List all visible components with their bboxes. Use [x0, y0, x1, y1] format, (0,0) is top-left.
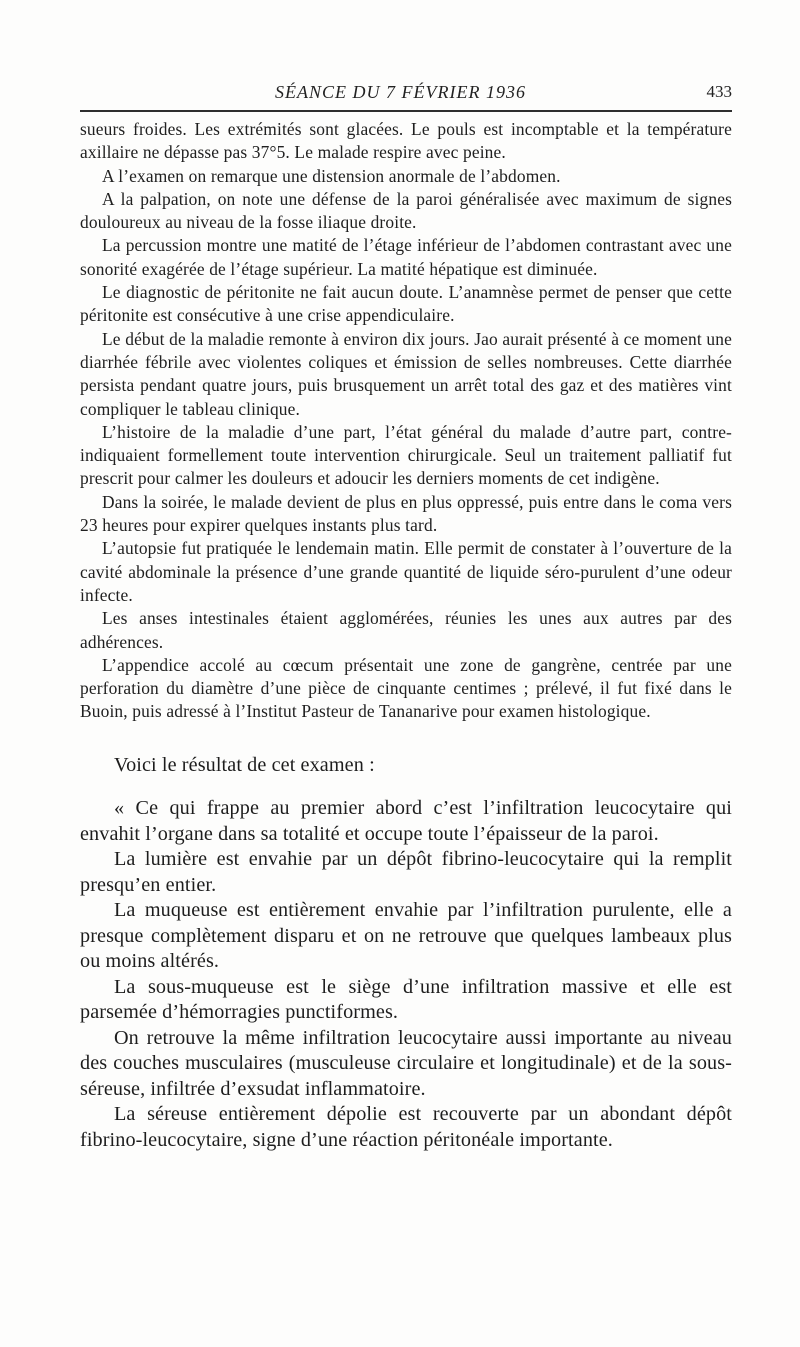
quoted-paragraph: La séreuse entièrement dépolie est recouverte par un abondant dépôt fibrino-leucocytaire, signe d’une réaction péritonéale importante.	[80, 1103, 732, 1151]
paragraph: sueurs froides. Les extrémités sont glacées. Le pouls est incomptable et la température axillaire ne dépasse pas 37°5. Le malade respire avec peine.	[80, 119, 732, 163]
case-report-section	[80, 118, 732, 724]
quoted-paragraph: La muqueuse est entièrement envahie par l’infiltration purulente, elle a presque complètement disparu et on ne retrouve que quelques lambeaux plus ou moins altérés.	[80, 899, 732, 973]
page-content	[80, 118, 732, 1153]
paragraph: A la palpation, on note une défense de la paroi généralisée avec maximum de signes douloureux au niveau de la fosse iliaque droite.	[80, 188, 732, 233]
paragraph: Les anses intestinales étaient agglomérées, réunies les unes aux autres par des adhérences.	[80, 608, 732, 652]
paragraph: A l’examen on remarque une distension anormale de l’abdomen.	[102, 165, 561, 186]
examination-result-section	[80, 753, 732, 1154]
quoted-paragraph: On retrouve la même infiltration leucocytaire aussi importante au niveau des couches musculaires (musculeuse circulaire et longitudinale) et de la sous-séreuse, infiltrée d’exsudat inflammatoire.	[80, 1026, 732, 1100]
paragraph: L’appendice accolé au cœcum présentait une zone de gangrène, centrée par une perforation du diamètre d’une pièce de cinquante centimes ; prélevé, il fut fixé dans le Buoin, puis adressé à l’Institut Pasteur de Tananarive pour examen histologique.	[80, 654, 732, 722]
page-number: 433	[706, 82, 732, 101]
paragraph: Le diagnostic de péritonite ne fait aucun doute. L’anamnèse permet de penser que cette péritonite est consécutive à une crise appendiculaire.	[80, 282, 732, 326]
quoted-paragraph: La lumière est envahie par un dépôt fibrino-leucocytaire qui la remplit presqu’en entier.	[80, 848, 732, 896]
quoted-paragraph: « Ce qui frappe au premier abord c’est l’infiltration leucocytaire qui envahit l’organe dans sa totalité et occupe toute l’épaisseur de la paroi.	[80, 797, 732, 845]
running-header	[80, 82, 732, 106]
header-rule	[80, 110, 732, 112]
running-title: SÉANCE DU 7 FÉVRIER 1936	[275, 82, 526, 102]
examination-intro: Voici le résultat de cet examen :	[114, 753, 375, 776]
quoted-paragraph: La sous-muqueuse est le siège d’une infiltration massive et elle est parsemée d’hémorragies punctiformes.	[80, 975, 732, 1024]
paragraph: Le début de la maladie remonte à environ dix jours. Jao aurait présenté à ce moment une diarrhée fébrile avec violentes coliques et émission de selles nombreuses. Cette diarrhée persista pendant quatre jours, puis brusquement un arrêt total des gaz et des matières vint compliquer le tableau clinique.	[80, 328, 732, 419]
paragraph: L’histoire de la maladie d’une part, l’état général du malade d’autre part, contre-indiquaient formellement toute intervention chirurgicale. Seul un traitement palliatif fut prescrit pour calmer les douleurs et adoucir les derniers moments de cet indigène.	[80, 421, 732, 489]
paragraph: L’autopsie fut pratiquée le lendemain matin. Elle permit de constater à l’ouverture de la cavité abdominale la présence d’une grande quantité de liquide séro-purulent d’une odeur infecte.	[80, 538, 732, 605]
paragraph: La percussion montre une matité de l’étage inférieur de l’abdomen contrastant avec une sonorité exagérée de l’étage supérieur. La matité hépatique est diminuée.	[80, 235, 732, 279]
paragraph: Dans la soirée, le malade devient de plus en plus oppressé, puis entre dans le coma vers 23 heures pour expirer quelques instants plus tard.	[80, 491, 732, 536]
